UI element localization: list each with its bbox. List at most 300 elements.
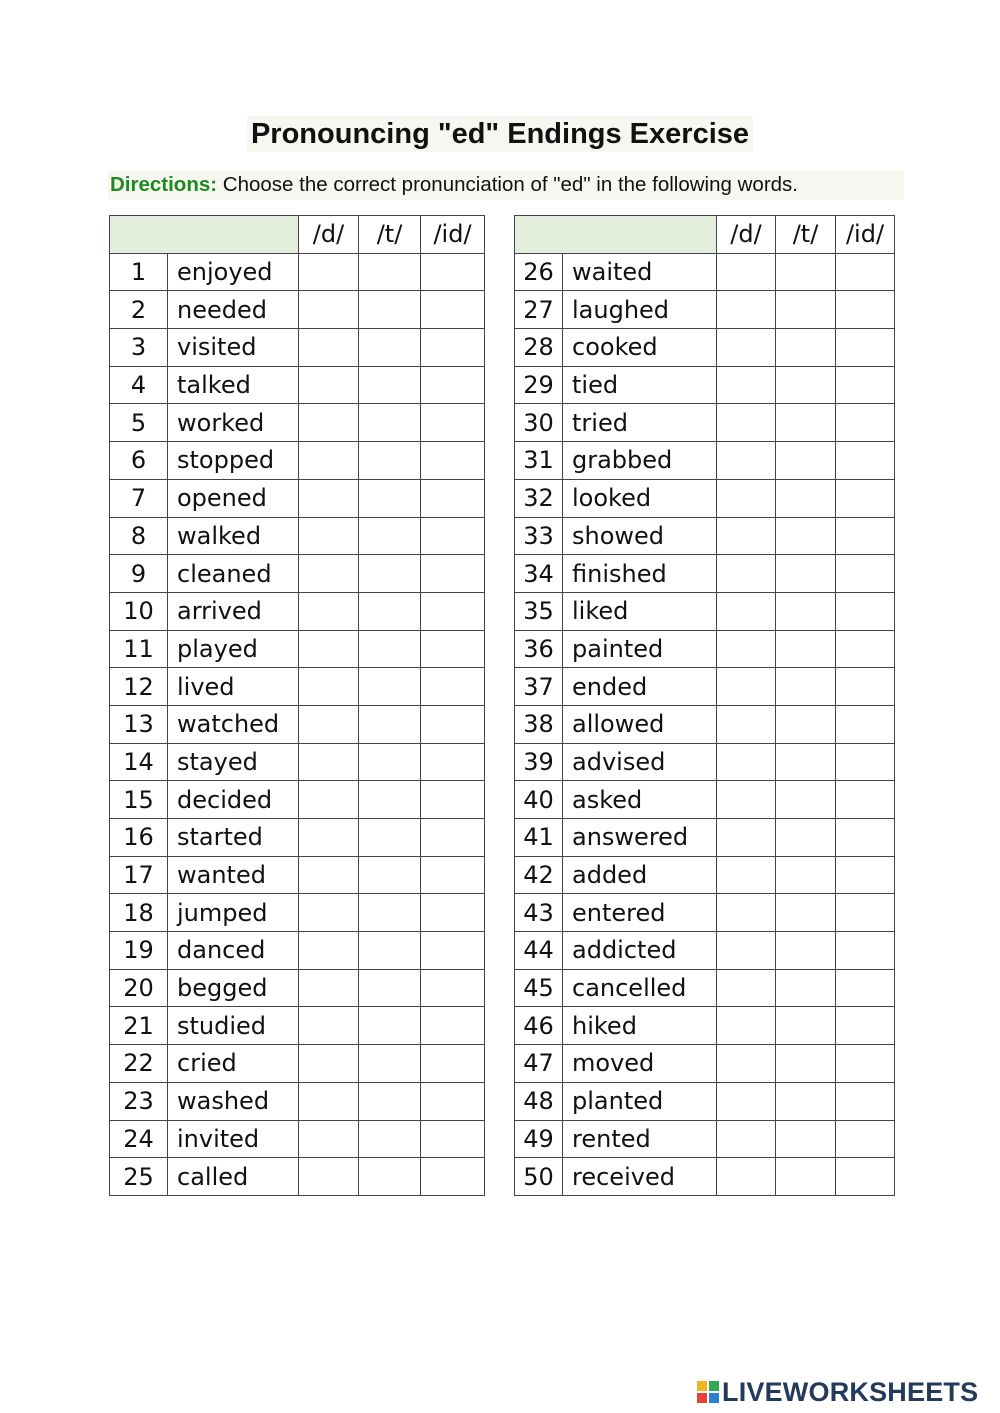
item-word: liked [563,592,717,630]
item-word: asked [563,781,717,819]
item-number: 28 [515,329,563,367]
item-word: cried [168,1045,299,1083]
answer-cell[interactable] [299,969,359,1007]
item-word: showed [563,517,717,555]
answer-cell[interactable] [299,592,359,630]
table-row [110,1007,485,1045]
answer-cell[interactable] [299,253,359,291]
table-row [110,969,485,1007]
answer-cell[interactable] [717,253,776,291]
answer-cell[interactable] [836,1158,895,1196]
answer-cell[interactable] [717,894,776,932]
answer-cell[interactable] [717,592,776,630]
header-blank-cell [515,216,717,254]
table-row [515,291,895,329]
table-row [110,366,485,404]
liveworksheets-logo [697,1377,978,1407]
item-number: 12 [110,668,168,706]
exercise-table-left [109,215,485,1196]
table-row [515,479,895,517]
answer-cell[interactable] [359,932,421,970]
answer-cell[interactable] [776,856,836,894]
item-word: painted [563,630,717,668]
table-row [515,517,895,555]
item-number: 18 [110,894,168,932]
table-row [515,1045,895,1083]
answer-cell[interactable] [421,555,485,593]
item-word: begged [168,969,299,1007]
answer-cell[interactable] [359,743,421,781]
answer-cell[interactable] [299,517,359,555]
answer-cell[interactable] [776,329,836,367]
answer-cell[interactable] [836,366,895,404]
answer-cell[interactable] [359,366,421,404]
answer-cell[interactable] [421,781,485,819]
item-word: received [563,1158,717,1196]
item-number: 22 [110,1045,168,1083]
item-number: 2 [110,291,168,329]
answer-cell[interactable] [359,592,421,630]
table-row [110,894,485,932]
table-row [110,404,485,442]
answer-cell[interactable] [359,479,421,517]
answer-cell[interactable] [717,932,776,970]
answer-cell[interactable] [359,1120,421,1158]
item-word: talked [168,366,299,404]
item-word: walked [168,517,299,555]
item-number: 42 [515,856,563,894]
answer-cell[interactable] [359,1158,421,1196]
answer-cell[interactable] [717,442,776,480]
item-number: 30 [515,404,563,442]
table-row [515,404,895,442]
answer-cell[interactable] [299,329,359,367]
item-number: 5 [110,404,168,442]
answer-cell[interactable] [836,291,895,329]
item-number: 49 [515,1120,563,1158]
table-row [110,743,485,781]
answer-cell[interactable] [776,705,836,743]
answer-cell[interactable] [299,743,359,781]
answer-cell[interactable] [421,366,485,404]
table-row [110,932,485,970]
table-row [110,1120,485,1158]
item-number: 23 [110,1082,168,1120]
answer-cell[interactable] [836,630,895,668]
answer-cell[interactable] [359,894,421,932]
answer-cell[interactable] [836,517,895,555]
item-word: washed [168,1082,299,1120]
item-number: 24 [110,1120,168,1158]
answer-cell[interactable] [836,1007,895,1045]
table-row [515,969,895,1007]
item-word: ended [563,668,717,706]
item-word: jumped [168,894,299,932]
answer-cell[interactable] [299,894,359,932]
answer-cell[interactable] [776,291,836,329]
answer-cell[interactable] [717,856,776,894]
item-word: planted [563,1082,717,1120]
answer-cell[interactable] [359,819,421,857]
answer-cell[interactable] [836,932,895,970]
column-header: /d/ [717,216,776,254]
item-word: grabbed [563,442,717,480]
table-row [515,253,895,291]
answer-cell[interactable] [421,592,485,630]
answer-cell[interactable] [717,705,776,743]
table-row [110,668,485,706]
answer-cell[interactable] [421,404,485,442]
table-row [110,856,485,894]
item-number: 4 [110,366,168,404]
item-word: worked [168,404,299,442]
table-row [110,1158,485,1196]
answer-cell[interactable] [299,1082,359,1120]
item-word: allowed [563,705,717,743]
table-row [515,442,895,480]
answer-cell[interactable] [299,404,359,442]
item-number: 13 [110,705,168,743]
item-word: stopped [168,442,299,480]
answer-cell[interactable] [836,479,895,517]
answer-cell[interactable] [717,1158,776,1196]
item-number: 39 [515,743,563,781]
table-row [515,932,895,970]
item-word: cooked [563,329,717,367]
answer-cell[interactable] [421,630,485,668]
answer-cell[interactable] [359,1082,421,1120]
item-word: lived [168,668,299,706]
item-word: tried [563,404,717,442]
item-word: wanted [168,856,299,894]
answer-cell[interactable] [776,969,836,1007]
answer-cell[interactable] [359,856,421,894]
item-number: 15 [110,781,168,819]
answer-cell[interactable] [299,668,359,706]
answer-cell[interactable] [359,253,421,291]
answer-cell[interactable] [836,329,895,367]
answer-cell[interactable] [776,1045,836,1083]
answer-cell[interactable] [421,1120,485,1158]
answer-cell[interactable] [836,819,895,857]
item-number: 20 [110,969,168,1007]
item-word: decided [168,781,299,819]
answer-cell[interactable] [421,705,485,743]
answer-cell[interactable] [836,668,895,706]
answer-cell[interactable] [836,743,895,781]
table-row [515,592,895,630]
item-word: finished [563,555,717,593]
answer-cell[interactable] [421,856,485,894]
item-word: tied [563,366,717,404]
answer-cell[interactable] [836,404,895,442]
table-row [515,555,895,593]
logo-square-4 [709,1393,719,1403]
answer-cell[interactable] [299,1158,359,1196]
answer-cell[interactable] [717,329,776,367]
item-number: 6 [110,442,168,480]
item-number: 34 [515,555,563,593]
table-row [110,555,485,593]
item-number: 35 [515,592,563,630]
answer-cell[interactable] [776,1007,836,1045]
answer-cell[interactable] [717,404,776,442]
item-number: 50 [515,1158,563,1196]
answer-cell[interactable] [717,1082,776,1120]
item-word: cancelled [563,969,717,1007]
answer-cell[interactable] [717,1120,776,1158]
answer-cell[interactable] [359,781,421,819]
item-number: 38 [515,705,563,743]
answer-cell[interactable] [717,781,776,819]
answer-cell[interactable] [717,630,776,668]
answer-cell[interactable] [359,555,421,593]
item-word: danced [168,932,299,970]
answer-cell[interactable] [836,856,895,894]
answer-cell[interactable] [836,555,895,593]
table-row [515,1120,895,1158]
answer-cell[interactable] [299,819,359,857]
worksheet-title-block [0,118,1000,151]
answer-cell[interactable] [421,517,485,555]
answer-cell[interactable] [836,592,895,630]
answer-cell[interactable] [776,479,836,517]
answer-cell[interactable] [299,1007,359,1045]
answer-cell[interactable] [359,630,421,668]
table-row [515,366,895,404]
item-number: 11 [110,630,168,668]
table-row [110,291,485,329]
item-word: watched [168,705,299,743]
answer-cell[interactable] [776,366,836,404]
answer-cell[interactable] [776,555,836,593]
answer-cell[interactable] [421,743,485,781]
answer-cell[interactable] [299,630,359,668]
answer-cell[interactable] [776,442,836,480]
answer-cell[interactable] [776,404,836,442]
answer-cell[interactable] [776,932,836,970]
answer-cell[interactable] [359,404,421,442]
item-number: 16 [110,819,168,857]
item-number: 1 [110,253,168,291]
answer-cell[interactable] [717,479,776,517]
logo-square-2 [709,1381,719,1391]
answer-cell[interactable] [299,781,359,819]
answer-cell[interactable] [776,743,836,781]
item-word: opened [168,479,299,517]
item-number: 36 [515,630,563,668]
item-number: 40 [515,781,563,819]
item-number: 26 [515,253,563,291]
item-number: 37 [515,668,563,706]
answer-cell[interactable] [421,479,485,517]
table-row [515,1158,895,1196]
answer-cell[interactable] [421,1007,485,1045]
answer-cell[interactable] [717,668,776,706]
item-number: 48 [515,1082,563,1120]
answer-cell[interactable] [836,1045,895,1083]
answer-cell[interactable] [359,668,421,706]
table-row [110,1045,485,1083]
answer-cell[interactable] [776,517,836,555]
item-number: 10 [110,592,168,630]
logo-square-3 [697,1393,707,1403]
column-header: /id/ [421,216,485,254]
answer-cell[interactable] [299,856,359,894]
answer-cell[interactable] [776,668,836,706]
answer-cell[interactable] [359,442,421,480]
answer-cell[interactable] [299,555,359,593]
answer-cell[interactable] [836,442,895,480]
table-row [110,1082,485,1120]
item-word: answered [563,819,717,857]
table-row [515,1007,895,1045]
item-number: 17 [110,856,168,894]
answer-cell[interactable] [717,366,776,404]
answer-cell[interactable] [776,1158,836,1196]
item-number: 47 [515,1045,563,1083]
answer-cell[interactable] [421,1158,485,1196]
answer-cell[interactable] [776,819,836,857]
item-word: stayed [168,743,299,781]
answer-cell[interactable] [359,969,421,1007]
answer-cell[interactable] [717,969,776,1007]
answer-cell[interactable] [421,1045,485,1083]
item-word: rented [563,1120,717,1158]
answer-cell[interactable] [717,555,776,593]
item-number: 43 [515,894,563,932]
item-word: played [168,630,299,668]
exercise-table-right [514,215,895,1196]
item-word: hiked [563,1007,717,1045]
table-row [515,630,895,668]
item-word: arrived [168,592,299,630]
answer-cell[interactable] [717,1045,776,1083]
item-number: 8 [110,517,168,555]
answer-cell[interactable] [421,442,485,480]
answer-cell[interactable] [836,969,895,1007]
item-number: 41 [515,819,563,857]
answer-cell[interactable] [299,705,359,743]
logo-text: LIVEWORKSHEETS [722,1376,979,1407]
item-word: addicted [563,932,717,970]
table-row [515,894,895,932]
item-word: waited [563,253,717,291]
answer-cell[interactable] [421,969,485,1007]
item-number: 19 [110,932,168,970]
answer-cell[interactable] [776,1120,836,1158]
answer-cell[interactable] [421,894,485,932]
item-number: 21 [110,1007,168,1045]
item-word: cleaned [168,555,299,593]
table-row [110,517,485,555]
answer-cell[interactable] [776,630,836,668]
answer-cell[interactable] [776,1082,836,1120]
column-header: /t/ [776,216,836,254]
item-number: 3 [110,329,168,367]
page-title: Pronouncing "ed" Endings Exercise [247,116,753,152]
table-row [110,705,485,743]
item-word: studied [168,1007,299,1045]
answer-cell[interactable] [421,819,485,857]
answer-cell[interactable] [299,1120,359,1158]
answer-cell[interactable] [836,894,895,932]
table-row [515,705,895,743]
item-word: moved [563,1045,717,1083]
answer-cell[interactable] [421,932,485,970]
table-row [515,1082,895,1120]
table-header-row [110,216,485,254]
table-row [515,856,895,894]
item-word: laughed [563,291,717,329]
answer-cell[interactable] [421,253,485,291]
answer-cell[interactable] [359,291,421,329]
answer-cell[interactable] [836,705,895,743]
answer-cell[interactable] [299,932,359,970]
header-blank-cell [110,216,299,254]
answer-cell[interactable] [299,1045,359,1083]
liveworksheets-logo-icon [697,1381,719,1403]
answer-cell[interactable] [359,517,421,555]
item-number: 46 [515,1007,563,1045]
column-header: /d/ [299,216,359,254]
answer-cell[interactable] [359,1007,421,1045]
item-word: needed [168,291,299,329]
answer-cell[interactable] [836,781,895,819]
answer-cell[interactable] [421,1082,485,1120]
item-word: invited [168,1120,299,1158]
answer-cell[interactable] [717,1007,776,1045]
directions-label: Directions: [110,173,218,196]
item-word: added [563,856,717,894]
answer-cell[interactable] [359,1045,421,1083]
table-row [110,781,485,819]
answer-cell[interactable] [299,442,359,480]
answer-cell[interactable] [836,1120,895,1158]
item-number: 29 [515,366,563,404]
item-word: started [168,819,299,857]
item-number: 27 [515,291,563,329]
answer-cell[interactable] [836,253,895,291]
answer-cell[interactable] [717,819,776,857]
answer-cell[interactable] [776,592,836,630]
answer-cell[interactable] [299,291,359,329]
item-number: 44 [515,932,563,970]
table-row [110,253,485,291]
answer-cell[interactable] [299,366,359,404]
answer-cell[interactable] [717,517,776,555]
answer-cell[interactable] [299,479,359,517]
answer-cell[interactable] [776,253,836,291]
answer-cell[interactable] [421,668,485,706]
answer-cell[interactable] [421,329,485,367]
table-row [515,668,895,706]
answer-cell[interactable] [359,705,421,743]
item-number: 32 [515,479,563,517]
answer-cell[interactable] [359,329,421,367]
answer-cell[interactable] [717,743,776,781]
logo-square-1 [697,1381,707,1391]
answer-cell[interactable] [421,291,485,329]
answer-cell[interactable] [776,781,836,819]
item-number: 45 [515,969,563,1007]
item-number: 14 [110,743,168,781]
table-row [110,819,485,857]
answer-cell[interactable] [836,1082,895,1120]
item-word: enjoyed [168,253,299,291]
answer-cell[interactable] [776,894,836,932]
answer-cell[interactable] [717,291,776,329]
